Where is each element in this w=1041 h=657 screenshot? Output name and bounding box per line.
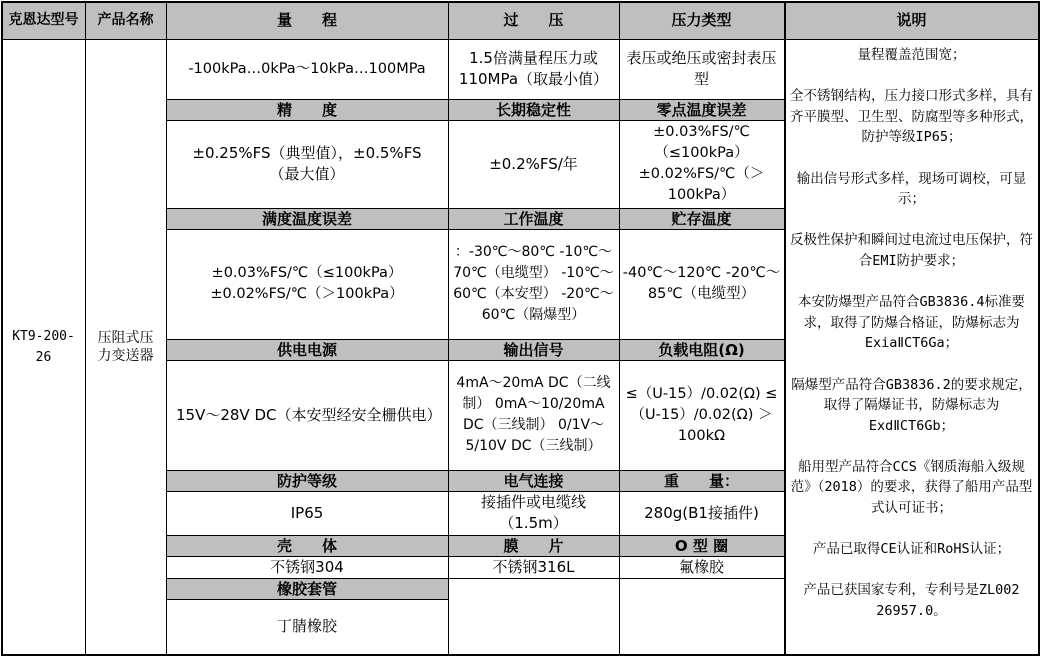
empty-cell-diaphragm-col — [448, 578, 619, 654]
sleeve-label: 橡胶套管 — [166, 578, 448, 599]
stability-label: 长期稳定性 — [448, 99, 619, 120]
grid-line — [166, 491, 784, 492]
storage-temp-label: 贮存温度 — [619, 208, 784, 229]
electrical-value: 接插件或电缆线（1.5m） — [480, 493, 586, 532]
storage-temp-value: -40℃～120℃ -20℃～85℃（电缆型） — [622, 265, 781, 302]
header-model-no: 克恩达型号 — [2, 2, 85, 39]
description-item: 船用型产品符合CCS《钢质海船入级规范》（2018）的要求，获得了船用产品型式认可证书； — [790, 458, 1033, 517]
grid-line — [166, 535, 784, 536]
stability-value: ±0.2%FS/年 — [489, 154, 578, 173]
diaphragm-label: 膜 片 — [448, 535, 619, 556]
power-label: 供电电源 — [166, 339, 448, 360]
product-name: 压阻式压力变送器 — [97, 329, 154, 364]
housing-value: 不锈钢304 — [270, 557, 344, 576]
model-number: KT9-200-26 — [12, 328, 75, 365]
work-temp-label: 工作温度 — [448, 208, 619, 229]
description-item: 产品已取得CE认证和RoHS认证； — [812, 541, 1011, 558]
sleeve-value: 丁腈橡胶 — [276, 617, 337, 635]
header-overpressure: 过 压 — [448, 2, 619, 39]
electrical-label: 电气连接 — [448, 470, 619, 491]
grid-line — [1, 1, 3, 656]
grid-line — [1038, 1, 1040, 656]
header-description: 说明 — [784, 2, 1039, 39]
fullscale-temp-label: 满度温度误差 — [166, 208, 448, 229]
grid-line — [784, 1, 786, 654]
grid-line — [1, 39, 1039, 40]
grid-line — [166, 360, 784, 361]
header-pressure-type: 压力类型 — [619, 2, 784, 39]
pressure-type-value: 表压或绝压或密封表压型 — [626, 49, 777, 88]
weight-label: 重 量： — [619, 470, 784, 491]
grid-line — [1, 654, 1040, 656]
oring-value: 氟橡胶 — [678, 557, 724, 576]
grid-line — [1, 1, 1040, 3]
description-item: 本安防爆型产品符合GB3836.4标准要求，取得了防爆合格证，防爆标志为ExiaⅡCT6Ga； — [797, 294, 1026, 352]
grid-line — [166, 470, 784, 471]
grid-line — [166, 99, 784, 100]
description-list — [784, 39, 1039, 654]
header-product-name: 产品名称 — [85, 2, 166, 39]
diaphragm-value: 不锈钢316L — [492, 557, 575, 576]
load-value: ≤（U-15）/0.02(Ω) ≤（U-15）/0.02(Ω) ＞100kΩ — [625, 385, 778, 444]
zero-temp-label: 零点温度误差 — [619, 99, 784, 120]
housing-label: 壳 体 — [166, 535, 448, 556]
oring-label: O 型 圈 — [619, 535, 784, 556]
description-item: 量程覆盖范围宽； — [857, 47, 966, 63]
accuracy-label: 精 度 — [166, 99, 448, 120]
grid-line — [85, 1, 86, 654]
grid-line — [166, 599, 448, 600]
range-value: -100kPa…0kPa～10kPa…100MPa — [188, 60, 426, 77]
load-label: 负载电阻(Ω) — [619, 339, 784, 360]
description-item: 输出信号形式多样，现场可调校，可显示； — [796, 170, 1027, 208]
output-value: 4mA～20mA DC（二线制） 0mA～10/20mA DC（三线制） 0/1V～5/10V DC（三线制） — [456, 375, 611, 454]
protection-value: IP65 — [290, 503, 324, 522]
grid-line — [166, 120, 784, 121]
fullscale-temp-value: ±0.03%FS/℃（≤100kPa） ±0.02%FS/℃（＞100kPa） — [210, 265, 404, 302]
protection-label: 防护等级 — [166, 470, 448, 491]
accuracy-value: ±0.25%FS（典型值），±0.5%FS（最大值） — [192, 144, 422, 183]
overpressure-value: 1.5倍满量程压力或110MPa（取最小值） — [458, 49, 609, 88]
description-item: 全不锈钢结构，压力接口形式多样，具有齐平膜型、卫生型、防腐型等多种形式，防护等级IP65； — [790, 88, 1033, 146]
description-item: 隔爆型产品符合GB3836.2的要求规定，取得了隔爆证书，防爆标志为ExdⅡCT6Gb； — [791, 376, 1032, 434]
grid-line — [166, 578, 784, 579]
description-item: 反极性保护和瞬间过电流过电压保护，符合EMI防护要求； — [790, 232, 1033, 269]
header-range: 量 程 — [166, 2, 448, 39]
weight-value: 280g(B1接插件) — [644, 503, 759, 522]
grid-line — [166, 208, 784, 209]
work-temp-value: ：-30℃～80℃ -10℃～70℃（电缆型） -10℃～60℃（本安型） -20℃～60℃（隔爆型） — [453, 244, 614, 323]
description-item: 产品已获国家专利，专利号是ZL002 26957.0。 — [803, 582, 1020, 620]
output-label: 输出信号 — [448, 339, 619, 360]
power-value: 15V～28V DC（本安型经安全栅供电） — [176, 405, 442, 424]
grid-line — [166, 339, 784, 340]
grid-line — [166, 229, 784, 230]
grid-line — [166, 556, 784, 557]
zero-temp-value: ±0.03%FS/℃（≤100kPa） ±0.02%FS/℃（＞100kPa） — [638, 124, 765, 203]
empty-cell-oring-col — [619, 578, 784, 654]
